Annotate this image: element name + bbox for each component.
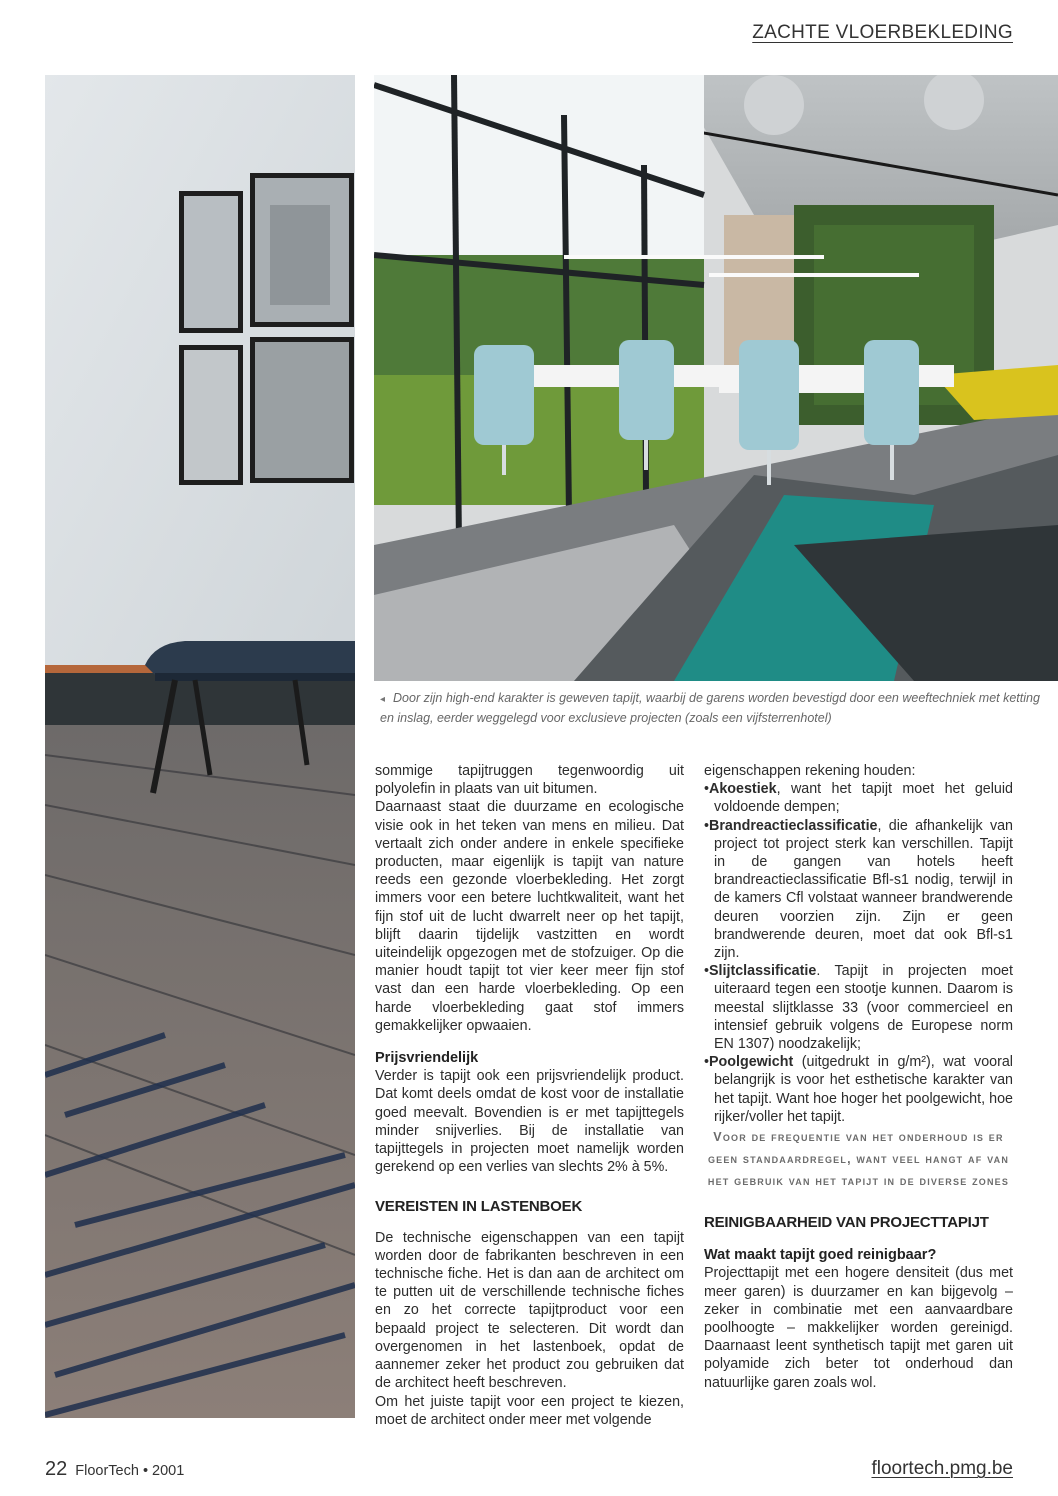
list-item: •Slijtclassificatie. Tapijt in projecten moet uiteraard tegen een stootje kunnen. Daarom is meestal slijtklasse 33 (voor commercieel en intensief gebruik volgens de Europese norm EN 1307) noodzakelijk; — [704, 963, 1013, 1053]
list-item-text: (uitgedrukt in g/m²), wat vooral belangrijk is voor het esthetische karakter van het tapijt. Want hoe hoger het poolgewicht, hoe rijker/voller het tapijt. — [714, 1054, 1013, 1125]
caption-arrow-icon: ◂ — [380, 694, 386, 705]
list-item-text: , want het tapijt moet het geluid voldoende dempen; — [714, 781, 1013, 816]
paragraph: Projecttapijt met een hogere densiteit (dus met meer garen) is duurzamer en kan bijgevolg – zeker in combinatie met een aanvaardbare poolhoogte – makkelijker worden gereinigd. Daarnaast leent synthetisch tapijt met garen uit polyamide zich beter tot onderhoud dan natuurlijke garen zoals wol. — [704, 1265, 1013, 1391]
article-column-1 — [375, 762, 684, 1429]
paragraph: Om het juiste tapijt voor een project te kiezen, moet de architect onder meer met volgende — [375, 1393, 684, 1428]
list-item-term: Akoestiek — [709, 781, 777, 798]
list-item-term: Brandreactieclassificatie — [709, 817, 878, 834]
section-title-lastenboek: VEREISTEN IN LASTENBOEK — [375, 1198, 583, 1216]
pull-quote: Voor de frequentie van het onderhoud is er geen standaardregel, want veel hangt af van het gebruik van het tapijt in de diverse zones — [707, 1130, 1010, 1189]
subheading-prijsvriendelijk: Prijsvriendelijk — [375, 1050, 479, 1067]
list-item-term: Slijtclassificatie — [709, 963, 817, 980]
paragraph: sommige tapijtruggen tegenwoordig uit polyolefin in plaats van uit bitumen. — [375, 763, 684, 798]
section-header: ZACHTE VLOERBEKLEDING — [752, 22, 1013, 43]
list-item-text: . Tapijt in projecten moet uiteraard tegen een stootje kunnen. Daarom is meestal slijtklasse 33 (voor commercieel en intensief gebruik volgens de Europese norm EN 1307) noodzakelijk; — [714, 963, 1013, 1053]
footer-left — [45, 1458, 184, 1481]
caption-text: Door zijn high-end karakter is geweven tapijt, waarbij de garens worden bevestigd door een weeftechniek met ketting en inslag, eerder weggelegd voor exclusieve projecten (zoals een vijfsterrenhotel) — [380, 691, 1040, 725]
section-title-reinigbaarheid: REINIGBAARHEID VAN PROJECTTAPIJT — [704, 1214, 989, 1232]
list-item: •Akoestiek, want het tapijt moet het geluid voldoende dempen; — [704, 781, 1013, 816]
page-number: 22 — [45, 1458, 68, 1480]
paragraph: eigenschappen rekening houden: — [704, 763, 916, 779]
list-item-text: , die afhankelijk van project tot project sterk kan verschillen. Tapijt in de gangen van hotels heeft brandreactieclassificatie Bfl-s1 nodig, terwijl in de kamers Cfl volstaat wanneer brandwerende deuren voorzien zijn. Zijn er geen brandwerende deuren, moet dat ook Bfl-s1 zijn. — [714, 817, 1013, 962]
list-item-term: Poolgewicht — [709, 1054, 794, 1071]
paragraph: Verder is tapijt ook een prijsvriendelijk product. Dat komt deels omdat de kost voor de installatie goed meevalt. Bovendien is er met tapijttegels minder snijverlies. Bij de installatie van tapijttegels in projecten moet namelijk worden gerekend op een verlies van slechts 2% à 5%. — [375, 1068, 684, 1176]
website-link[interactable]: floortech.pmg.be — [871, 1458, 1013, 1479]
publication-name: FloorTech • 2001 — [75, 1463, 185, 1479]
paragraph: De technische eigenschappen van een tapijt worden door de fabrikanten beschreven in een technische fiche. Het is dan aan de architect om te putten uit de verschillende technische fiches en zo het correcte tapijtproduct voor een bepaald project te selecteren. Dit wordt dan overgenomen in het lastenboek, opdat de aannemer zeker het product zou gebruiken dat de architect heeft beschreven. — [375, 1229, 684, 1392]
paragraph: Daarnaast staat die duurzame en ecologische visie ook in het teken van mens en milieu. Dat vertaalt zich onder andere in enkele specifieke producten, maar eigenlijk is tapijt van nature reeds een gezonde vloerbekleding. Het zorgt immers voor een betere luchtkwaliteit, want het fijn stof uit de lucht dwarrelt neer op het tapijt, blijft daarin tijdelijk vastzitten en wordt uiteindelijk opgezogen met de stofzuiger. Op die manier houdt tapijt tot vier keer meer fijn stof vast dan een harde vloerbekleding. Op een harde vloerbekleding gaat stof immers gemakkelijker opwaaien. — [375, 799, 684, 1034]
list-item: •Poolgewicht (uitgedrukt in g/m²), wat vooral belangrijk is voor het esthetische karakter van het tapijt. Want hoe hoger het poolgewicht, hoe rijker/voller het tapijt. — [704, 1054, 1013, 1125]
requirements-list — [704, 780, 1013, 1126]
hallway-photo — [45, 75, 355, 1418]
office-photo — [374, 75, 1058, 681]
list-item: •Brandreactieclassificatie, die afhankelijk van project tot project sterk kan verschillen. Tapijt in de gangen van hotels heeft brandreactieclassificatie Bfl-s1 nodig, terwijl in de kamers Cfl volstaat wanneer brandwerende deuren voorzien zijn. Zijn er geen brandwerende deuren, moet dat ook Bfl-s1 zijn. — [704, 817, 1013, 962]
article-column-2 — [704, 762, 1013, 1392]
subheading-reinigbaar: Wat maakt tapijt goed reinigbaar? — [704, 1247, 937, 1264]
photo-caption — [380, 689, 1040, 727]
